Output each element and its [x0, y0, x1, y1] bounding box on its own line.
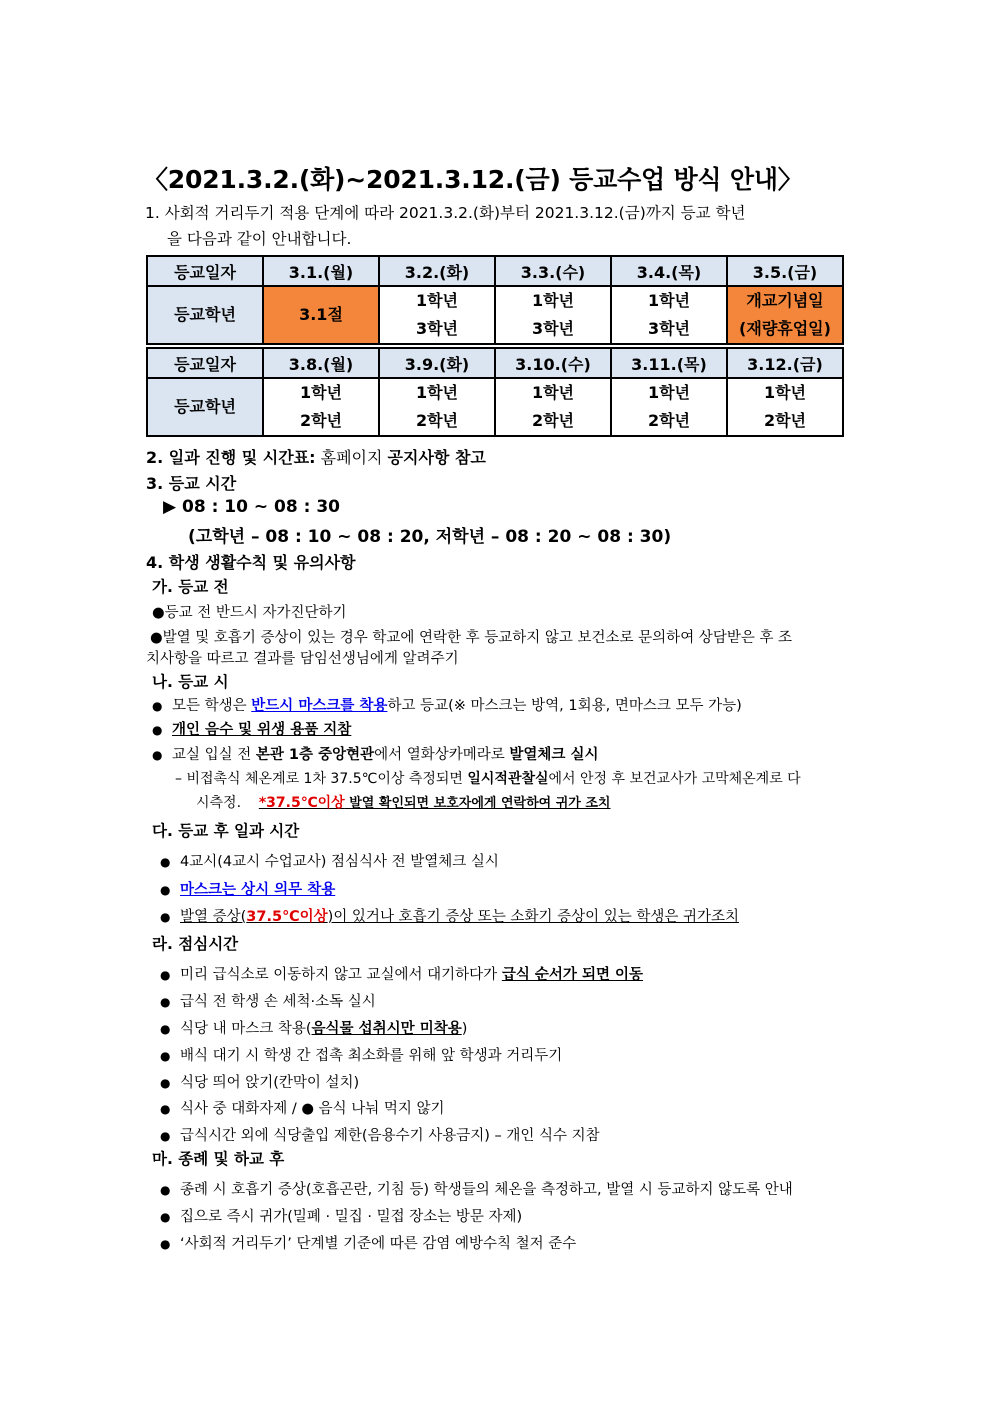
list-item: 시측정. *37.5℃이상 발열 확인되면 보호자에게 연락하여 귀가 조치	[196, 795, 611, 811]
date-label: 등교일자	[147, 256, 263, 286]
list-item: ● 미리 급식소로 이동하지 않고 교실에서 대기하다가 급식 순서가 되면 이동	[160, 967, 644, 983]
grade-cell: 1학년 2학년	[727, 378, 843, 436]
section-3-heading: 3. 등교 시간	[146, 474, 237, 493]
table-row	[147, 256, 843, 286]
list-item: ● 집으로 즉시 귀가(밀폐 · 밀집 · 밀접 장소는 방문 자제)	[160, 1209, 523, 1225]
grade-cell: 1학년 2학년	[611, 378, 727, 436]
list-item: ● 발열 증상(37.5℃이상)이 있거나 호흡기 증상 또는 소화기 증상이 있는 학생은 귀가조치	[160, 909, 739, 925]
subsection-ma: 마. 종례 및 하교 후	[152, 1150, 285, 1168]
list-item: 치사항을 따르고 결과를 담임선생님에게 알려주기	[146, 651, 459, 667]
subsection-na: 나. 등교 시	[152, 673, 229, 691]
grade-cell: 1학년 3학년	[495, 286, 611, 344]
list-item: ● 모든 학생은 반드시 마스크를 착용하고 등교(※ 마스크는 방역, 1회용, 면마스크 모두 가능)	[152, 698, 742, 714]
school-time-detail: (고학년 – 08 : 10 ~ 08 : 20, 저학년 – 08 : 20 ~ 08 : 30)	[188, 527, 672, 547]
list-item: ● 개인 음수 및 위생 용품 지참	[152, 722, 352, 738]
list-item: ● 식사 중 대화자제 / ● 음식 나눠 먹지 않기	[160, 1101, 445, 1117]
date-label: 등교일자	[147, 348, 263, 378]
subsection-da: 다. 등교 후 일과 시간	[152, 822, 300, 840]
list-item: ●등교 전 반드시 자가진단하기	[152, 605, 347, 621]
date-cell: 3.2.(화)	[379, 256, 495, 286]
grade-cell: 1학년 2학년	[263, 378, 379, 436]
grade-cell: 1학년 3학년	[611, 286, 727, 344]
table-row	[147, 378, 843, 436]
intro-paragraph	[145, 200, 855, 252]
date-cell: 3.3.(수)	[495, 256, 611, 286]
grade-label: 등교학년	[147, 286, 263, 344]
date-cell: 3.1.(월)	[263, 256, 379, 286]
list-item: ● 급식 전 학생 손 세척·소독 실시	[160, 994, 376, 1010]
date-cell: 3.11.(목)	[611, 348, 727, 378]
list-item: ● 종례 시 호흡기 증상(호흡곤란, 기침 등) 학생들의 체온을 측정하고, 발열 시 등교하지 않도록 안내	[160, 1182, 793, 1198]
grade-cell: 1학년 3학년	[379, 286, 495, 344]
section-4-heading: 4. 학생 생활수칙 및 유의사항	[146, 553, 356, 572]
date-cell: 3.4.(목)	[611, 256, 727, 286]
list-item: ● ‘사회적 거리두기’ 단계별 기준에 따른 감염 예방수칙 철저 준수	[160, 1236, 577, 1252]
date-cell: 3.5.(금)	[727, 256, 843, 286]
list-item: ●발열 및 호흡기 증상이 있는 경우 학교에 연락한 후 등교하지 않고 보건소로 문의하여 상담받은 후 조	[150, 630, 793, 646]
list-item: ● 교실 입실 전 본관 1층 중앙현관에서 열화상카메라로 발열체크 실시	[152, 747, 599, 763]
date-cell: 3.8.(월)	[263, 348, 379, 378]
list-item: ● 4교시(4교시 수업교사) 점심식사 전 발열체크 실시	[160, 854, 499, 870]
holiday-cell: 개교기념일 (재량휴업일)	[727, 286, 843, 344]
date-cell: 3.10.(수)	[495, 348, 611, 378]
list-item: ● 배식 대기 시 학생 간 접촉 최소화를 위해 앞 학생과 거리두기	[160, 1048, 563, 1064]
subsection-ga: 가. 등교 전	[152, 578, 229, 596]
table-row	[147, 348, 843, 378]
school-time: ▶ 08 : 10 ~ 08 : 30	[163, 497, 340, 517]
table-row	[147, 286, 843, 344]
list-item: ● 식당 띄어 앉기(칸막이 설치)	[160, 1075, 360, 1091]
intro-line-2: 을 다음과 같이 안내합니다.	[167, 230, 352, 248]
list-item: ● 식당 내 마스크 착용(음식물 섭취시만 미착용)	[160, 1021, 468, 1037]
grade-label: 등교학년	[147, 378, 263, 436]
list-item: ● 급식시간 외에 식당출입 제한(음용수기 사용금지) – 개인 식수 지참	[160, 1128, 600, 1144]
subsection-ra: 라. 점심시간	[152, 935, 239, 953]
grade-cell: 1학년 2학년	[379, 378, 495, 436]
date-cell: 3.12.(금)	[727, 348, 843, 378]
section-2: 2. 일과 진행 및 시간표: 홈페이지 공지사항 참고	[146, 448, 486, 467]
holiday-cell: 3.1절	[263, 286, 379, 344]
intro-line-1: 1. 사회적 거리두기 적용 단계에 따라 2021.3.2.(화)부터 2021.3.12.(금)까지 등교 학년	[145, 204, 746, 222]
grade-cell: 1학년 2학년	[495, 378, 611, 436]
document-title: 〈2021.3.2.(화)~2021.3.12.(금) 등교수업 방식 안내〉	[143, 165, 803, 194]
schedule-table-week2	[146, 347, 844, 437]
list-item: ● 마스크는 상시 의무 착용	[160, 882, 336, 898]
schedule-table-week1	[146, 255, 844, 345]
list-item: – 비접촉식 체온계로 1차 37.5℃이상 측정되면 일시적관찰실에서 안정 후 보건교사가 고막체온계로 다	[175, 771, 801, 787]
date-cell: 3.9.(화)	[379, 348, 495, 378]
